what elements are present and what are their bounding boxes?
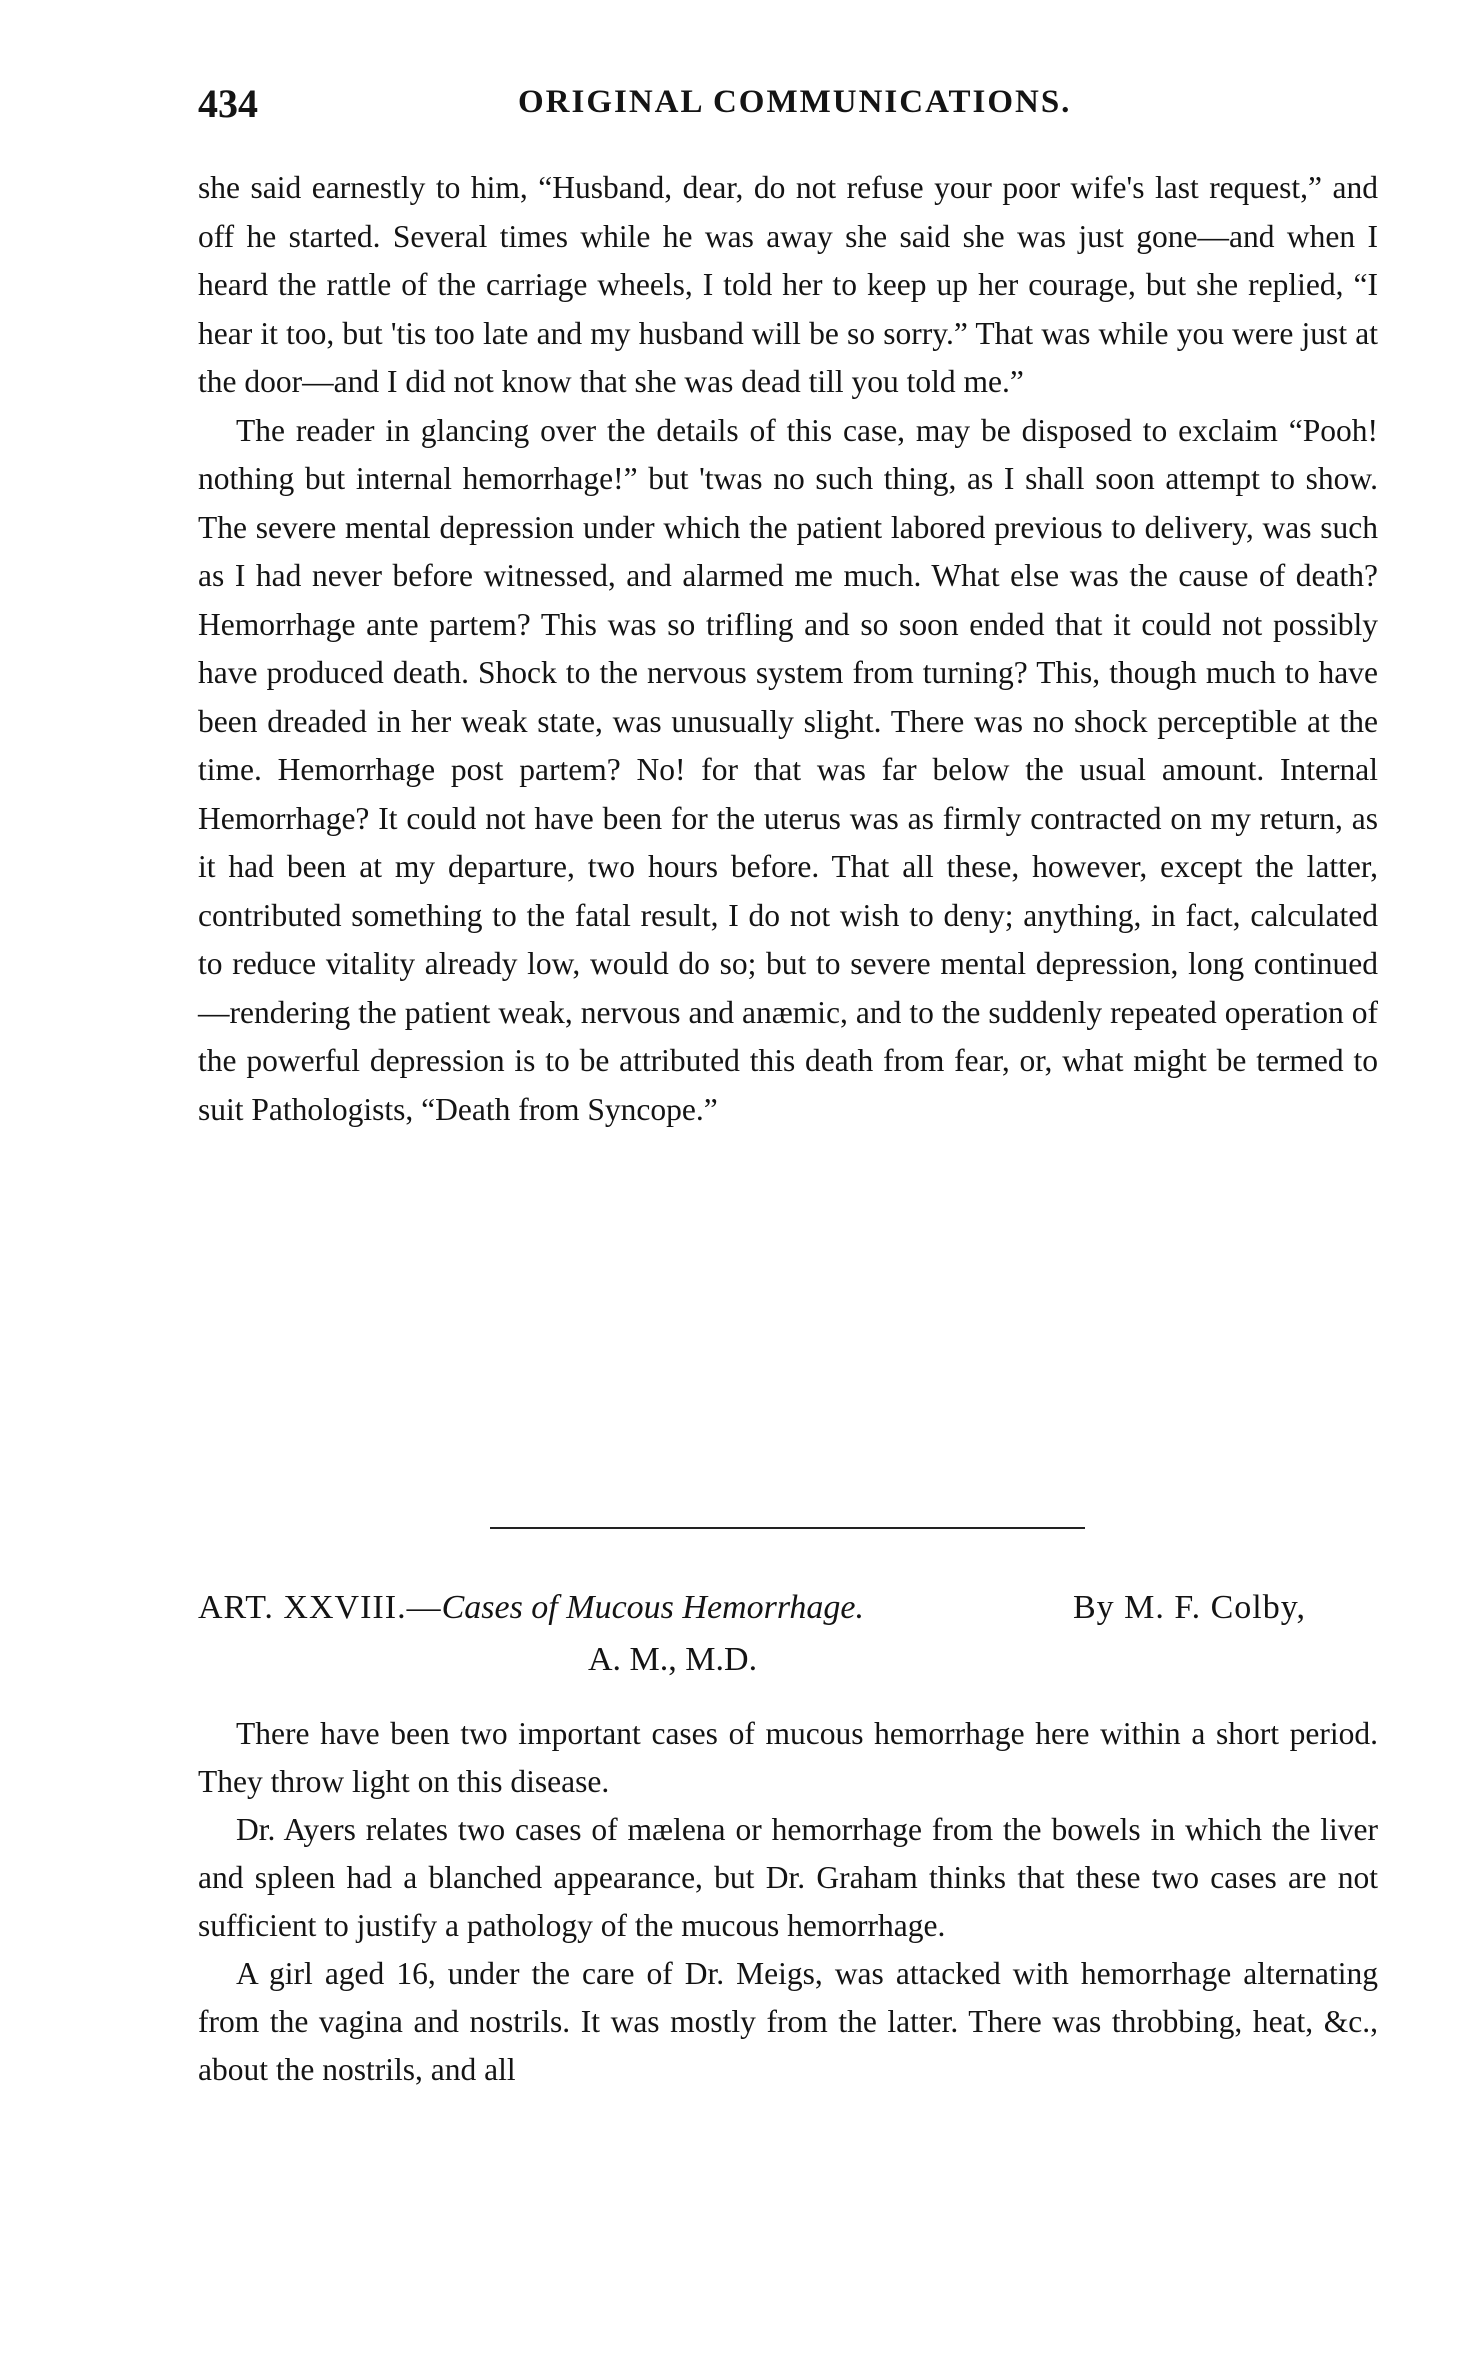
continued-text xyxy=(198,164,1378,1134)
running-head xyxy=(198,80,1388,136)
article-title: Cases of Mucous Hemorrhage. xyxy=(441,1589,865,1626)
article-number: ART. XXVIII.— xyxy=(198,1589,442,1626)
page-number: 434 xyxy=(198,81,258,126)
article-byline: By M. F. Colby, xyxy=(1073,1589,1307,1626)
paragraph: Dr. Ayers relates two cases of mælena or hemorrhage from the bowels in which the liver and spleen had a blanched appearance, but Dr. Graham thinks that these two cases are not sufficient to justify a pathology of the mucous hemorrhage. xyxy=(198,1812,1378,1943)
article-degrees: A. M., M.D. xyxy=(588,1641,758,1678)
paragraph: There have been two important cases of mucous hemorrhage here within a short period. They throw light on this disease. xyxy=(198,1716,1378,1799)
section-title: ORIGINAL COMMUNICATIONS. xyxy=(518,84,1072,120)
paragraph: A girl aged 16, under the care of Dr. Meigs, was attacked with hemorrhage alternating from the vagina and nostrils. It was mostly from the latter. There was throbbing, heat, &c., about the nostrils, and all xyxy=(198,1956,1378,2087)
paragraph: The reader in glancing over the details of this case, may be disposed to exclaim “Pooh! nothing but internal hemorrhage!” but 'twas no such thing, as I shall soon attempt to show. The severe mental depression under which the patient labored previous to delivery, was such as I had never before witnessed, and alarmed me much. What else was the cause of death? Hemorrhage ante partem? This was so trifling and so soon ended that it could not possibly have produced death. Shock to the nervous system from turning? This, though much to have been dreaded in her weak state, was unusually slight. There was no shock perceptible at the time. Hemorrhage post partem? No! for that was far below the usual amount. Internal Hemorrhage? It could not have been for the uterus was as firmly contracted on my return, as it had been at my departure, two hours before. That all these, however, except the latter, contributed something to the fatal result, I do not wish to deny; anything, in fact, calculated to reduce vitality already low, would do so; but to severe mental depression, long continued—rendering the patient weak, nervous and anæmic, and to the suddenly repeated operation of the powerful depression is to be attributed this death from fear, or, what might be termed to suit Pathologists, “Death from Syncope.” xyxy=(198,412,1378,1127)
article-text xyxy=(198,1710,1378,2094)
article-heading xyxy=(198,1582,1383,1686)
paragraph: she said earnestly to him, “Husband, dear, do not refuse your poor wife's last request,” and off he started. Several times while he was away she said she was just gone—and when I heard the rattle of the carriage wheels, I told her to keep up her courage, but she replied, “I hear it too, but 'tis too late and my husband will be so sorry.” That was while you were just at the door—and I did not know that she was dead till you told me.” xyxy=(198,170,1378,399)
section-divider xyxy=(490,1527,1085,1529)
